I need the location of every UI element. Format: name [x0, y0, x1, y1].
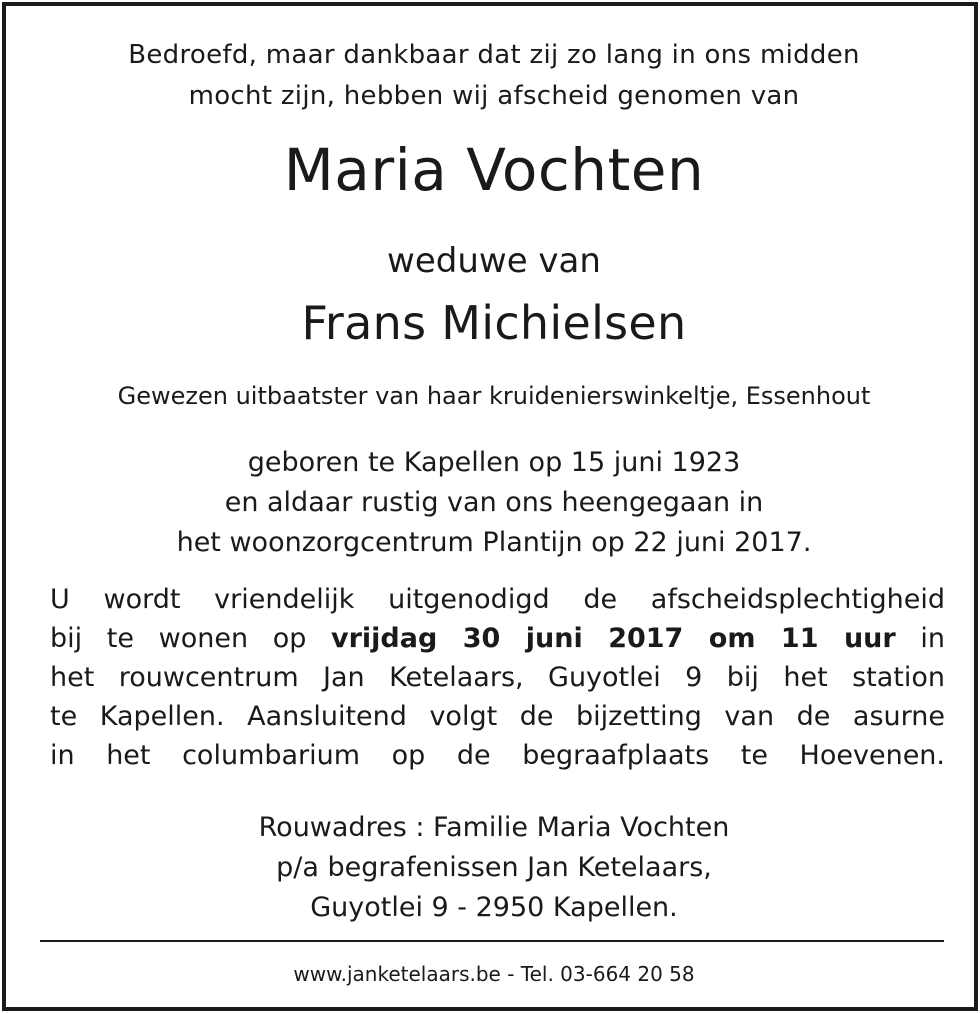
- deceased-name: Maria Vochten: [283, 136, 705, 204]
- intro-line-1: Bedroefd, maar dankbaar dat zij zo lang in ons midden: [128, 40, 860, 70]
- ceremony-line-2-start: bij te wonen op: [50, 623, 307, 654]
- footer-contact: www.janketelaars.be - Tel. 03-664 20 58: [293, 962, 695, 986]
- spouse-name: Frans Michielsen: [301, 296, 687, 350]
- relation-label: weduwe van: [387, 241, 601, 281]
- death-line-1: en aldaar rustig van ons heengegaan in: [224, 487, 764, 518]
- death-line-2: het woonzorgcentrum Plantijn op 22 juni 2017.: [176, 527, 812, 558]
- footer-divider: [40, 940, 944, 942]
- ceremony-line-5: in het columbarium op de begraafplaats te Hoevenen.: [50, 740, 945, 771]
- ceremony-line-1: U wordt vriendelijk uitgenodigd de afscheidsplechtigheid: [50, 584, 945, 615]
- death-notice-frame: [2, 2, 978, 1011]
- intro-line-2: mocht zijn, hebben wij afscheid genomen van: [188, 81, 800, 111]
- address-line-2: p/a begrafenissen Jan Ketelaars,: [276, 852, 712, 883]
- occupation-line: Gewezen uitbaatster van haar kruidenierswinkeltje, Essenhout: [117, 382, 871, 410]
- ceremony-line-2: [50, 623, 945, 654]
- ceremony-line-3: het rouwcentrum Jan Ketelaars, Guyotlei 9 bij het station: [50, 662, 945, 693]
- address-line-1: Rouwadres : Familie Maria Vochten: [258, 812, 730, 843]
- ceremony-line-2-end: in: [920, 623, 945, 654]
- address-line-3: Guyotlei 9 - 2950 Kapellen.: [310, 892, 678, 923]
- birth-line: geboren te Kapellen op 15 juni 1923: [247, 447, 741, 478]
- ceremony-line-4: te Kapellen. Aansluitend volgt de bijzetting van de asurne: [50, 701, 945, 732]
- ceremony-datetime: vrijdag 30 juni 2017 om 11 uur: [331, 623, 896, 654]
